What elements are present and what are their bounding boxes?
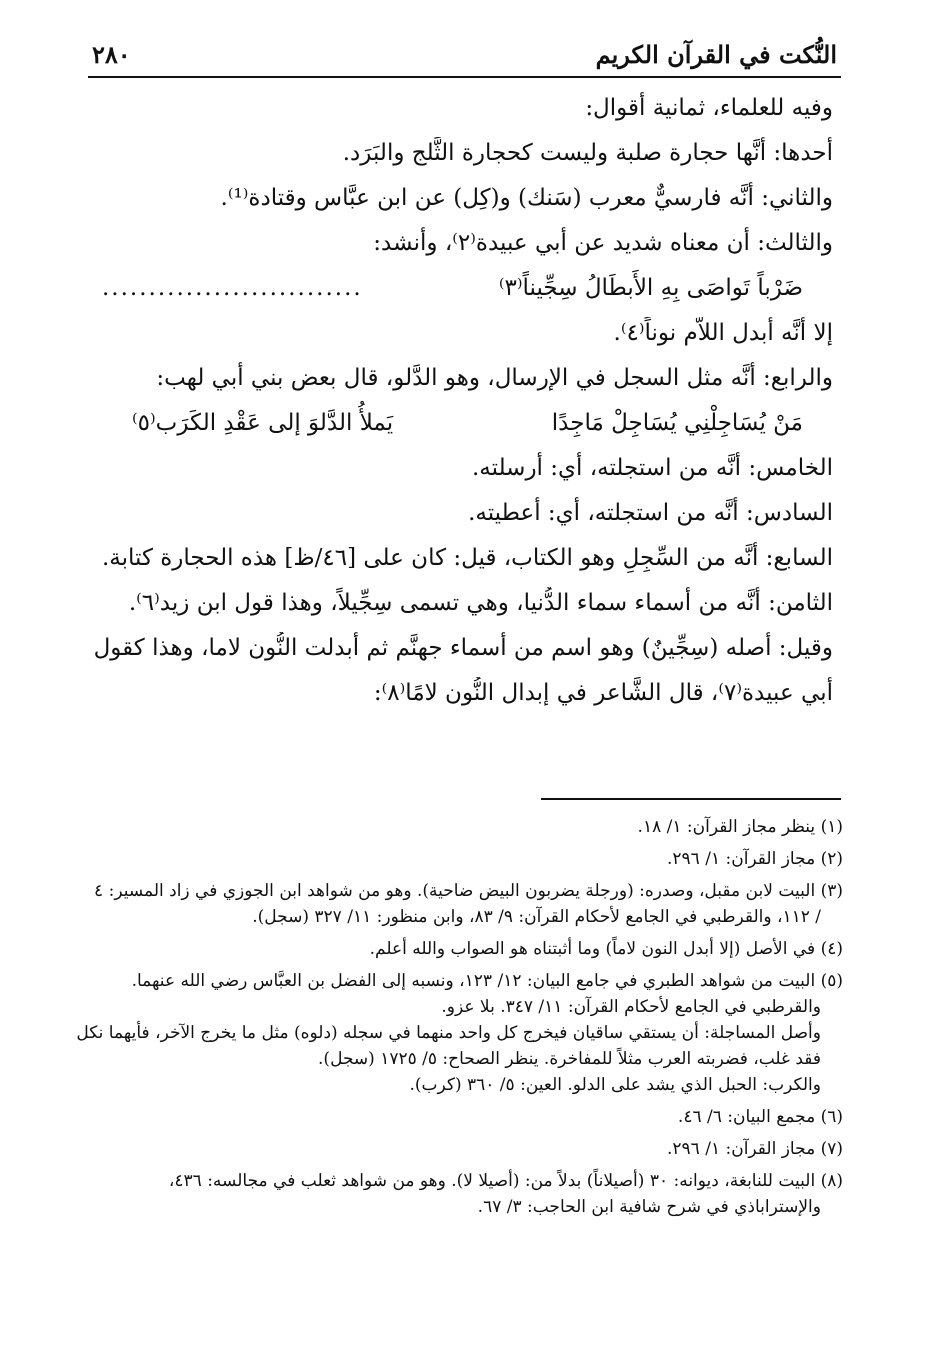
footnote-8 <box>88 1168 843 1220</box>
footnote-text: فقد غلب، فضربته العرب مثلاً للمفاخرة. ينظر الصحاح: ٥/ ١٧٢٥ (سجل). <box>318 1049 821 1069</box>
footnote-text: (٦) مجمع البيان: ٦/ ٤٦. <box>677 1107 843 1127</box>
text-line: السادس: أنَّه من استجلته، أي: أعطيته. <box>468 500 833 526</box>
footnote-4 <box>88 936 843 962</box>
verse-omission-dots: ............................ <box>102 275 363 301</box>
footnote-text: (١) ينظر مجاز القرآن: ١/ ١٨. <box>637 817 843 837</box>
footnote-3 <box>88 878 843 930</box>
text-line: الخامس: أنَّه من استجلته، أي: أرسلته. <box>471 455 833 481</box>
footnote-text: (٥) البيت من شواهد الطبري في جامع البيان: ١٢/ ١٢٣، ونسبه إلى الفضل بن العبَّاس رضي الله عنهما. <box>131 971 843 991</box>
page-number: ٢٨٠ <box>92 40 131 69</box>
footnote-text: (٤) في الأصل (إلا أبدل النون لاماً) وما أثبتناه هو الصواب والله أعلم. <box>369 939 843 959</box>
header-rule <box>88 76 841 78</box>
verse-hemistich: ضَرْباً تَواصَى بِهِ الأَبطَالُ سِجِّيناً⁽٣⁾ <box>498 275 803 301</box>
running-title: النُّكت في القرآن الكريم <box>595 40 837 69</box>
footnote-text: والكرب: الحبل الذي يشد على الدلو. العين: ٥/ ٣٦٠ (كرب). <box>409 1075 821 1095</box>
verse-first-hemistich: مَنْ يُسَاجِلْنِي يُسَاجِلْ مَاجِدًا <box>551 410 803 436</box>
main-text <box>92 92 833 722</box>
footnote-text: (٣) البيت لابن مقبل، وصدره: (ورجلة يضربون البيض ضاحية). وهو من شواهد ابن الجوزي في زاد المسير: ٤ <box>94 881 843 901</box>
footnote-text: (٢) مجاز القرآن: ١/ ٢٩٦. <box>666 849 843 869</box>
text-line: وفيه للعلماء، ثمانية أقوال: <box>585 95 833 121</box>
footnote-text: والقرطبي في الجامع لأحكام القرآن: ١١/ ٣٤٧. بلا عزو. <box>441 997 821 1017</box>
text-line: السابع: أنَّه من السِّجِلِ وهو الكتاب، قيل: كان على [٤٦/ظ] هذه الحجارة كتابة. <box>101 545 833 571</box>
text-line: والثاني: أنَّه فارسيٌّ معرب (سَنك) و(كِل) عن ابن عبَّاس وقتادة⁽¹⁾. <box>220 185 833 211</box>
verse-second-hemistich: يَملأُ الدَّلوَ إلى عَقْدِ الكَرَب⁽٥⁾ <box>132 410 394 436</box>
text-line: وقيل: أصله (سِجِّينٌ) وهو اسم من أسماء جهنَّم ثم أبدلت النُّون لاما، وهذا كقول <box>93 635 833 661</box>
footnote-separator <box>541 798 841 800</box>
footnote-1 <box>88 814 843 840</box>
footnote-text: والإستراباذي في شرح شافية ابن الحاجب: ٣/ ٦٧. <box>477 1197 821 1217</box>
footnote-7 <box>88 1136 843 1162</box>
footnote-text: وأصل المساجلة: أن يستقي ساقيان فيخرج كل واحد منهما في سجله (دلوه) مثل ما يخرج الآخر، فأيهما نكل <box>76 1023 821 1043</box>
footnote-text: (٨) البيت للنابغة، ديوانه: ٣٠ (أصيلاناً) بدلاً من: (أصيلا لا). وهو من شواهد ثعلب في مجالسه: ٤٣٦، <box>168 1171 843 1191</box>
footnote-2 <box>88 846 843 872</box>
footnote-text: (٧) مجاز القرآن: ١/ ٢٩٦. <box>666 1139 843 1159</box>
footnote-text: / ١١٢، والقرطبي في الجامع لأحكام القرآن: ٩/ ٨٣، وابن منظور: ١١/ ٣٢٧ (سجل). <box>252 907 821 927</box>
text-line: والرابع: أنَّه مثل السجل في الإرسال، وهو الدَّلو، قال بعض بني أبي لهب: <box>156 365 833 391</box>
text-line: إلا أنَّه أبدل اللاَّم نوناً⁽٤⁾. <box>613 320 833 346</box>
text-line: أحدها: أنَّها حجارة صلبة وليست كحجارة الثَّلج والبَرَد. <box>342 140 833 166</box>
text-line: والثالث: أن معناه شديد عن أبي عبيدة⁽٢⁾، وأنشد: <box>373 230 833 256</box>
text-line: الثامن: أنَّه من أسماء سماء الدُّنيا، وهي تسمى سِجِّيلاً، وهذا قول ابن زيد⁽٦⁾. <box>128 590 833 616</box>
footnote-5 <box>76 968 843 1098</box>
footnote-6 <box>88 1104 843 1130</box>
page-header <box>92 40 837 74</box>
text-line: أبي عبيدة⁽٧⁾، قال الشَّاعر في إبدال النُّون لامًا⁽٨⁾: <box>373 680 833 706</box>
footnotes <box>76 814 843 1226</box>
poetry-verse <box>92 407 833 452</box>
poetry-verse <box>92 272 833 317</box>
